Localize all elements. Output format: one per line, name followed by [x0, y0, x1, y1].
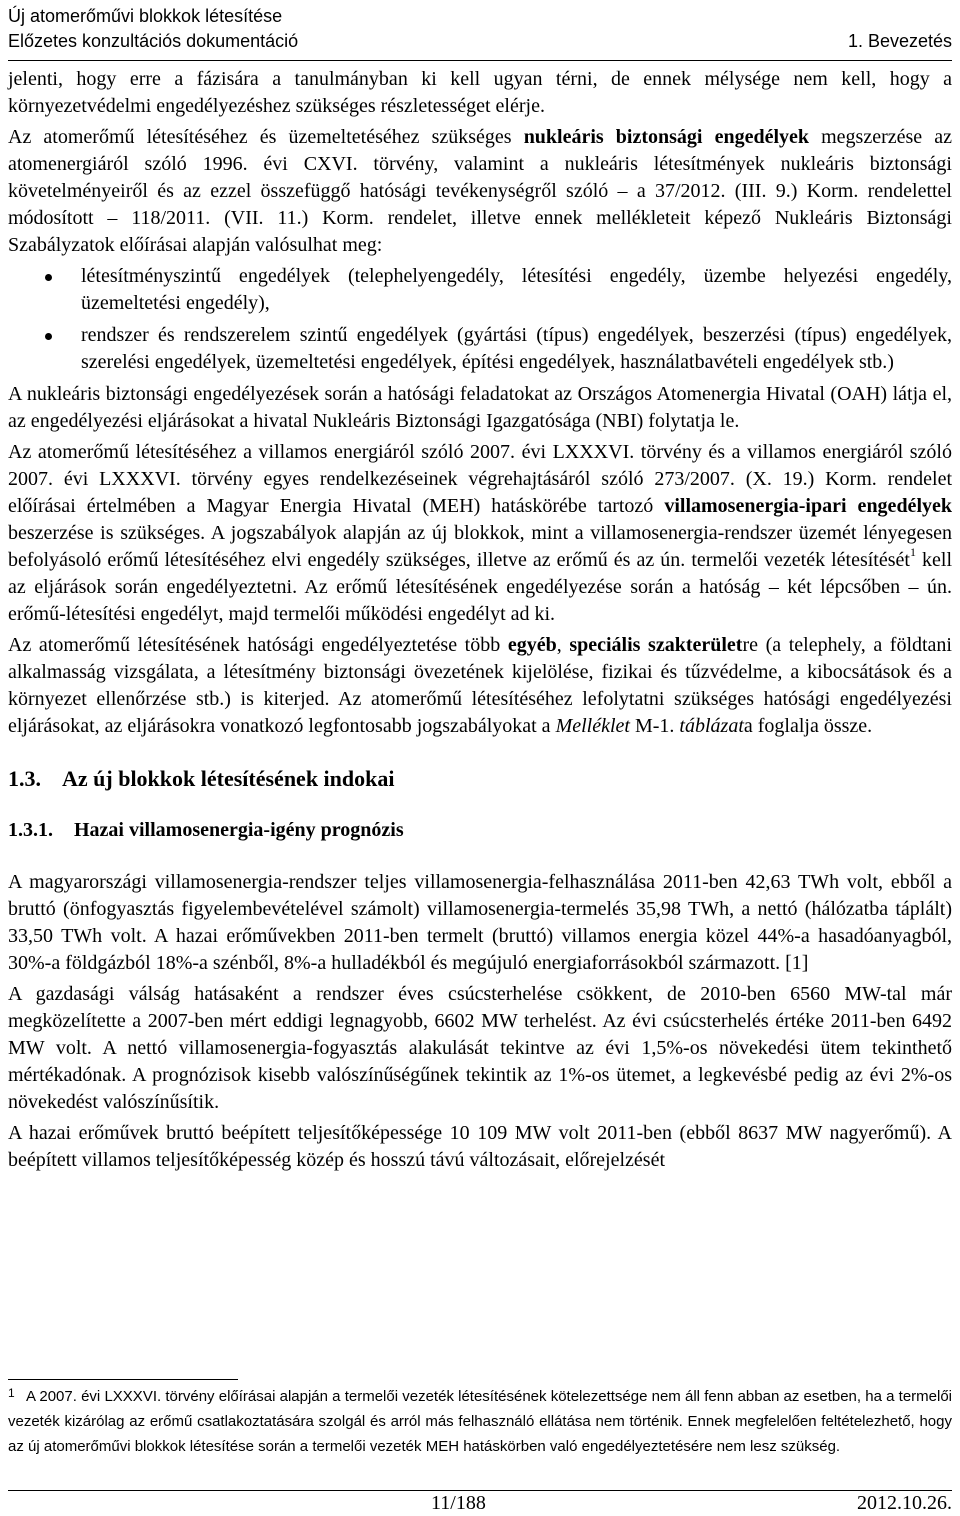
footnote-text: A 2007. évi LXXXVI. törvény előírásai alapján a termelői vezeték létesítésének kötelezettsége nem áll fenn abban az esetben, ha a termelői vezeték kizárólag az erőmű csatlakoztatására szolgál és arról más felhasználó ellátása nem történik. Ennek megfelelően feltételezhető, hogy az új atomerőművi blokkok létesítése során a termelői vezeték MEH hatáskörben való engedélyeztetésére nem lesz szükség. — [8, 1388, 952, 1455]
section-title: Az új blokkok létesítésének indokai — [62, 766, 395, 791]
paragraph-electricity-licences — [8, 439, 952, 628]
footnote — [8, 1384, 952, 1459]
section-heading — [8, 764, 952, 794]
header-subtitle-row — [8, 29, 952, 54]
subsection-number: 1.3.1. — [8, 819, 53, 841]
paragraph-nuclear-licences — [8, 124, 952, 259]
header-subtitle: Előzetes konzultációs dokumentáció — [8, 31, 299, 51]
page-header — [8, 4, 952, 60]
paragraph-intro: jelenti, hogy erre a fázisára a tanulmányban ki kell ugyan térni, de ennek mélysége nem kell, hogy a környezetvédelmi engedélyezéshez szükséges részletességet elérje. — [8, 68, 952, 117]
italic-term: táblázat — [679, 715, 744, 737]
text-run: M-1. — [629, 715, 680, 737]
paragraph-peak-load: A gazdasági válság hatásaként a rendszer éves csúcsterhelése csökkent, de 2010-ben 6560 MW-tal már megközelítette a 2007-ben mért eddigi legnagyobb, 6602 MW terhelést. Az évi csúcsterhelés értéke 2011-ben 6492 MW volt. A nettó villamosenergia-fogyasztás alakulását tekintve az évi 1,5%-os növekedési ütem tekinthető mértékadónak. A prognózisok kisebb valószínűségűnek tekintik az 1%-os ütemet, a legkevésbé pedig az évi 2%-os növekedést valószínűsítik. — [8, 983, 952, 1113]
spacer — [8, 844, 952, 869]
list-item — [8, 322, 952, 376]
footnote-ref[interactable]: 1 — [909, 545, 916, 560]
list-item-text: rendszer és rendszerelem szintű engedélyek (gyártási (típus) engedélyek, beszerzési (típus) engedélyek, szerelési engedélyek, üzemeltetési engedélyek, építési engedélyek, használatbavételi engedélyek stb.) — [81, 324, 952, 373]
text-run: Az atomerőmű létesítéséhez és üzemeltetéséhez szükséges — [8, 126, 524, 148]
text-run: a foglalja össze. — [743, 715, 873, 737]
section-number: 1.3. — [8, 766, 41, 791]
paragraph-special-areas — [8, 632, 952, 740]
text-run: kell az eljárások során engedélyeztetni. Az erőmű létesítésének engedélyezése során a hatóság – két lépcsőben – ún. erőmű-létesítési engedélyt, majd termelői működési engedélyt ad ki. — [8, 549, 952, 625]
list-item — [8, 263, 952, 317]
header-chapter: 1. Bevezetés — [847, 31, 952, 51]
page-footer — [8, 1491, 952, 1516]
paragraph-consumption: A magyarországi villamosenergia-rendszer teljes villamosenergia-felhasználása 2011-ben 42,63 TWh volt, ebből a bruttó (önfogyasztás figyelembevételével számolt) villamosenergia-termelés 35,98 TWh, a nettó (hálózatba táplált) 33,50 TWh volt. A hazai erőművekben 2011-ben termelt (bruttó) villamos energia közel 44%-a hasadóanyagból, 30%-a földgázból 18%-a szénből, 8%-a hulladékból és megújuló energiaforrásokból származott. [1] — [8, 871, 952, 974]
list-item-text: létesítményszintű engedélyek (telephelyengedély, létesítési engedély, üzembe helyezési engedély, üzemeltetési engedély), — [81, 265, 952, 314]
footnote-number: 1 — [8, 1386, 15, 1400]
text-run: , — [556, 634, 570, 656]
italic-term: Melléklet — [555, 715, 630, 737]
text-run: Az atomerőmű létesítéséhez a villamos energiáról szóló 2007. évi LXXXVI. törvény és a villamos energiáról szóló 2007. évi LXXXVI. törvény egyes rendelkezéseinek végrehajtásáról szóló 273/2007. (X. 19.) Korm. rendelet előírásai értelmében a Magyar Energia Hivatal (MEH) hatáskörébe tartozó — [8, 441, 952, 517]
text-run: Az atomerőmű létesítésének hatósági engedélyeztetése több — [8, 634, 508, 656]
bold-term: villamosenergia-ipari engedélyek — [664, 495, 952, 517]
bold-term: nukleáris biztonsági engedélyek — [523, 126, 810, 148]
bullet-icon — [45, 333, 52, 340]
document-date: 2012.10.26. — [857, 1492, 952, 1514]
text-run: beszerzése is szükséges. A jogszabályok alapján az új blokkok, mint a villamosenergia-rendszer üzemét lényegesen befolyásoló erőmű létesítéséhez elvi engedély szükséges, illetve az erőmű és az ún. termelői vezeték létesítését — [8, 522, 952, 571]
text-run: megszerzése az atomenergiáról szóló 1996. évi CXVI. törvény, valamint a nukleáris létesítmények nukleáris biztonsági követelményeiről és az ezzel összefüggő hatósági tevékenységről szóló – a 37/2012. (III. 9.) Korm. rendelettel módosított – 118/2011. (VII. 11.) Korm. rendelet, illetve ennek mellékleteit képező Nukleáris Biztonsági Szabályzatok előírásai alapján valósulhat meg: — [8, 126, 952, 256]
subsection-heading — [8, 816, 952, 844]
document-body — [8, 66, 952, 1178]
paragraph-oah: A nukleáris biztonsági engedélyezések során a hatósági feladatokat az Országos Atomenergia Hivatal (OAH) látja el, az engedélyezési eljárásokat a hivatal Nukleáris Biztonsági Igazgatósága (NBI) folytatja le. — [8, 383, 952, 432]
bold-term: egyéb — [507, 634, 557, 656]
bold-term: speciális szakterület — [569, 634, 743, 656]
licence-list — [8, 263, 952, 376]
header-divider — [8, 60, 952, 61]
header-title: Új atomerőművi blokkok létesítése — [8, 6, 283, 26]
text-run: re (a telephely, a földtani alkalmasság vizsgálata, a létesítmény biztonsági övezetének kijelölése, fizikai és tűzvédelme, a kibocsátások és a környezet ellenőrzése stb.) is kiterjed. Az atomerőmű létesítéséhez lefolytatni szükséges hatósági engedélyezési eljárásokat, az eljárásokra vonatkozó legfontosabb jogszabályokat a — [8, 634, 952, 737]
paragraph-capacity: A hazai erőművek bruttó beépített teljesítőképessége 10 109 MW volt 2011-ben (ebből 8637 MW nagyerőmű). A beépített villamos teljesítőképesség közép és hosszú távú változásait, előrejelzését — [8, 1122, 952, 1171]
page-number: 11/188 — [431, 1492, 486, 1514]
footnote-divider — [8, 1379, 238, 1380]
bullet-icon — [45, 274, 52, 281]
subsection-title: Hazai villamosenergia-igény prognózis — [74, 819, 404, 841]
